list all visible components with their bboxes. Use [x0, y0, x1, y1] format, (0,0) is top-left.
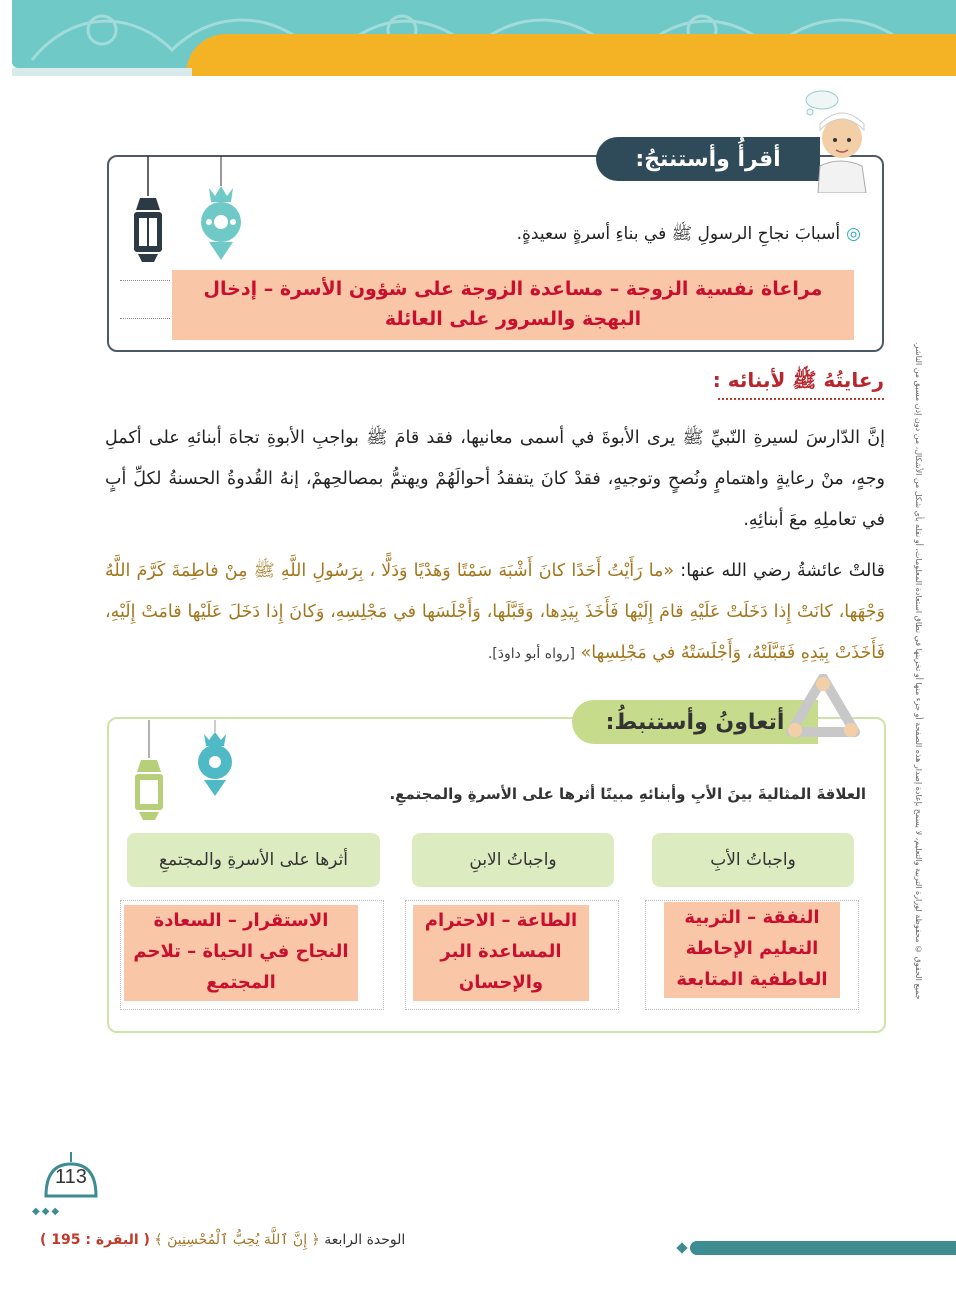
answer-line [120, 280, 170, 281]
ornament-icon [193, 156, 249, 266]
ornament-icon [190, 720, 240, 810]
column-header-son: واجباتُ الابنِ [412, 833, 614, 887]
hadith-quote [105, 551, 885, 675]
hadith-text: «ما رَأَيْتُ أَحَدًا كانَ أَشْبَهَ سَمْتًا وَهَدْيًا وَدَلًّا ، بِرَسُولِ اللَّهِ ﷺ مِنْ فاطِمَةَ كَرَّمَ اللَّهُ وَجْهَها، كانَتْ إِذا دَخَلَتْ عَلَيْهِ قامَ إِلَيْها فَأَخَذَ بِيَدِها، وَقَبَّلَها، وَأَجْلَسَها في مَجْلِسِهِ، وَكانَ إِذا دَخَلَ عَلَيْها قامَتْ إِلَيْهِ، فَأَخَذَتْ بِيَدِهِ فَقَبَّلَتْهُ، وَأَجْلَسَتْهُ في مَجْلِسِها» [105, 561, 885, 663]
footer-verse: ﴿ إِنَّ ٱللَّهَ يُحِبُّ ٱلْمُحْسِنِينَ ﴾ [154, 1232, 320, 1248]
unit-title: الوحدة الرابعة [324, 1232, 406, 1248]
answer-line [120, 318, 170, 319]
footer-bar [690, 1241, 956, 1255]
teamwork-hands-icon [785, 674, 860, 758]
page-number: 113 [55, 1166, 87, 1188]
header-shadow [12, 68, 192, 76]
section1-answer: مراعاة نفسية الزوجة – مساعدة الزوجة على شؤون الأسرة – إدخال البهجة والسرور على العائلة [172, 270, 854, 340]
bullet-text: أسبابَ نجاحِ الرسولِ ﷺ في بناءِ أسرةٍ سعيدةٍ. [516, 224, 841, 244]
header-accent-bar [186, 34, 956, 76]
father-duties-answer: النفقة – التربية التعليم الإحاطة العاطفية المتابعة [664, 902, 840, 998]
section-heading: رعايتُهُ ﷺ لأبنائه : [712, 368, 884, 392]
column-header-effect: أثرها على الأسرةِ والمجتمعِ [127, 833, 380, 887]
hadith-source: [رواه أبو داودَ]. [487, 646, 575, 662]
heading-underline [718, 398, 884, 400]
section3-prompt: العلاقةَ المثاليةَ بينَ الأبِ وأبنائهِ مبينًا أثرها على الأسرةِ والمجتمعِ. [389, 785, 866, 803]
footer-unit [40, 1232, 405, 1248]
footer-reference: ( البقرة : 195 ) [40, 1232, 150, 1248]
effect-answer: الاستقرار – السعادة النجاح في الحياة – تلاحم المجتمع [124, 905, 358, 1001]
son-duties-answer: الطاعة – الاحترام المساعدة البر والإحسان [413, 905, 589, 1001]
bullet-icon: ◎ [846, 224, 861, 244]
cooperate-and-deduce-title: أتعاونُ وأستنبطُ: [572, 700, 818, 744]
page-dots-icon: ◆◆◆ [32, 1206, 62, 1217]
hadith-intro: قالتْ عائشةُ رضي الله عنها: [680, 561, 885, 581]
body-paragraph: إنَّ الدّارسَ لسيرةِ النّبيِّ ﷺ يرى الأبوةَ في أسمى معانيها، فقد قامَ ﷺ بواجبِ الأبوةِ تجاهَ أبنائهِ على أكملِ وجهٍ، منْ رعايةٍ واهتمامٍ ونُصحٍ وتوجيهٍ، فقدْ كانَ يتفقدُ أحوالَهُمْ ويهتمُّ بمصالحِهمْ، إنهُ القُدوةُ الحسنةُ لكلِّ أبٍ في تعاملِهِ معَ أبنائِهِ. [105, 428, 885, 530]
lantern-icon [130, 720, 168, 825]
read-and-conclude-title: أقرأُ وأستنتجُ: [596, 137, 820, 181]
section1-bullet [517, 223, 861, 248]
copyright-notice: جميع الحقوق © محفوظة لوزارة التربية والتعليم، لا يسمح بإعادة إصدار هذه الصفحة أو جزء منها أو تخزينها في نطاق استعادة المعلومات، أو نقله بأي شكل من الأشكال، من دون إذن مسبق من الناشر. [914, 342, 923, 1000]
footer-diamond-icon [676, 1242, 687, 1253]
column-header-father: واجباتُ الأبِ [652, 833, 854, 887]
student-character-icon [800, 88, 880, 193]
lantern-icon [128, 156, 168, 266]
